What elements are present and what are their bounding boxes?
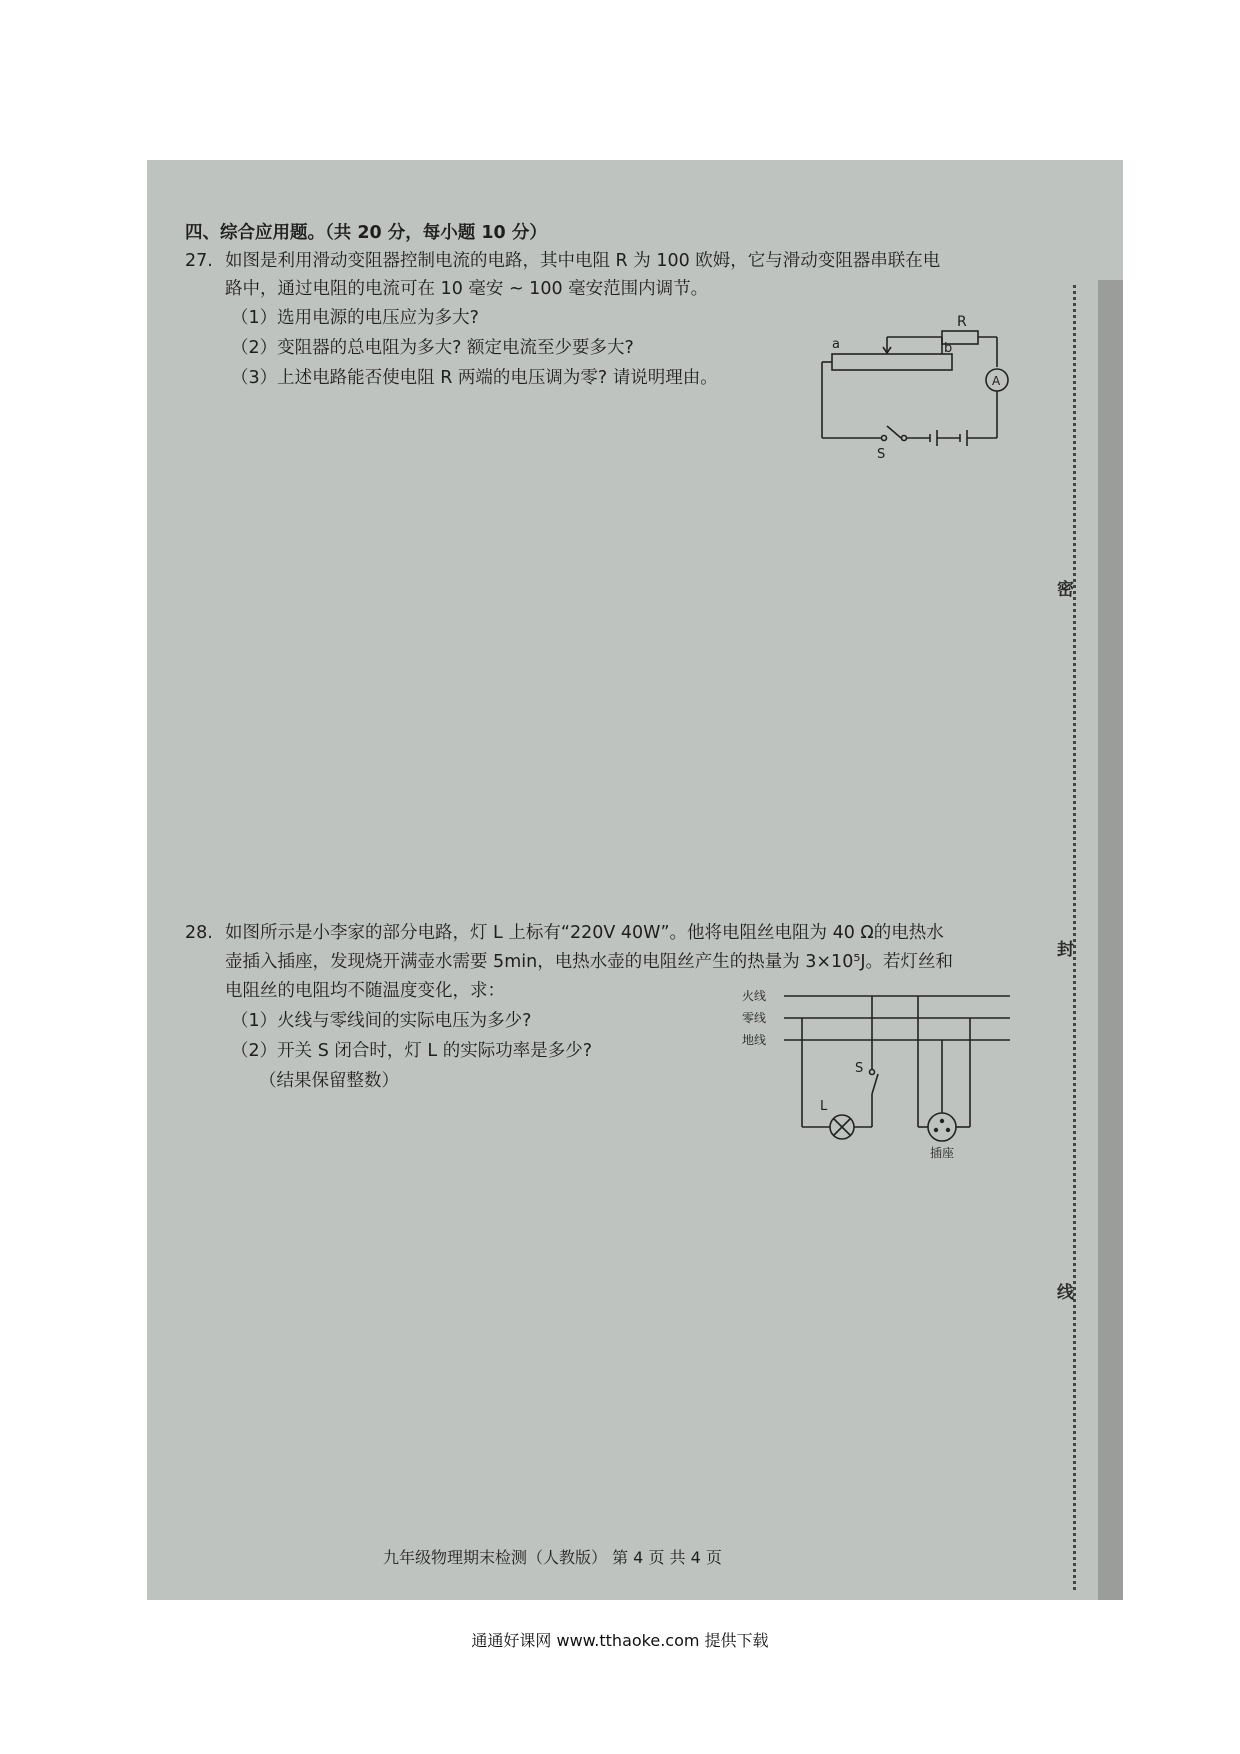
q27-label-R: R [957,314,967,330]
q28-socket-label: 插座 [930,1146,955,1160]
q27-sub3: （3）上述电路能否使电阻 R 两端的电压调为零? 请说明理由。 [231,368,718,388]
q27-label-b: b [944,341,953,356]
q28-ground-wire-label: 地线 [742,1033,767,1047]
q28-number: 28. [185,923,213,943]
q28-sub1: （1）火线与零线间的实际电压为多少? [231,1011,532,1031]
q28-sub3: （结果保留整数） [259,1071,399,1091]
q27-stem-line1: 如图是利用滑动变阻器控制电流的电路，其中电阻 R 为 100 欧姆，它与滑动变阻器串联在电 [225,251,941,271]
section-heading: 四、综合应用题。（共 20 分，每小题 10 分） [185,223,547,243]
q28-sub2: （2）开关 S 闭合时，灯 L 的实际功率是多少? [231,1041,593,1061]
q28-live-wire-label: 火线 [742,989,767,1003]
binding-strip [1098,280,1123,1600]
q28-stem-line3: 电阻丝的电阻均不随温度变化，求： [225,981,505,1001]
q27-number: 27. [185,251,213,271]
page-footer: 九年级物理期末检测（人教版） 第 4 页 共 4 页 [383,1548,722,1567]
download-footer: 通通好课网 www.tthaoke.com 提供下载 [471,1631,769,1650]
q28-household-circuit [742,982,1012,1162]
q27-sub2: （2）变阻器的总电阻为多大? 额定电流至少要多大? [231,338,634,358]
q27-stem-line2: 路中，通过电阻的电流可在 10 毫安 ~ 100 毫安范围内调节。 [225,279,709,299]
seal-char-mi: 密 [1057,580,1074,600]
q28-stem-line2: 壶插入插座，发现烧开满壶水需要 5min，电热水壶的电阻丝产生的热量为 3×10⁵J。若灯丝和 [225,952,953,972]
q27-label-A: A [992,374,1001,388]
q28-label-S: S [855,1061,864,1076]
q28-stem-line1: 如图所示是小李家的部分电路，灯 L 上标有“220V 40W”。他将电阻丝电阻为 40 Ω的电热水 [225,923,944,943]
exam-sheet [147,160,1123,1600]
q28-label-L: L [820,1099,828,1114]
seal-char-feng: 封 [1057,940,1074,960]
q27-label-S: S [877,447,886,460]
q27-label-a: a [832,337,840,352]
seal-char-xian: 线 [1057,1283,1074,1303]
q27-circuit-diagram [817,310,1027,460]
q28-neutral-wire-label: 零线 [742,1011,767,1025]
q27-sub1: （1）选用电源的电压应为多大? [231,308,479,328]
